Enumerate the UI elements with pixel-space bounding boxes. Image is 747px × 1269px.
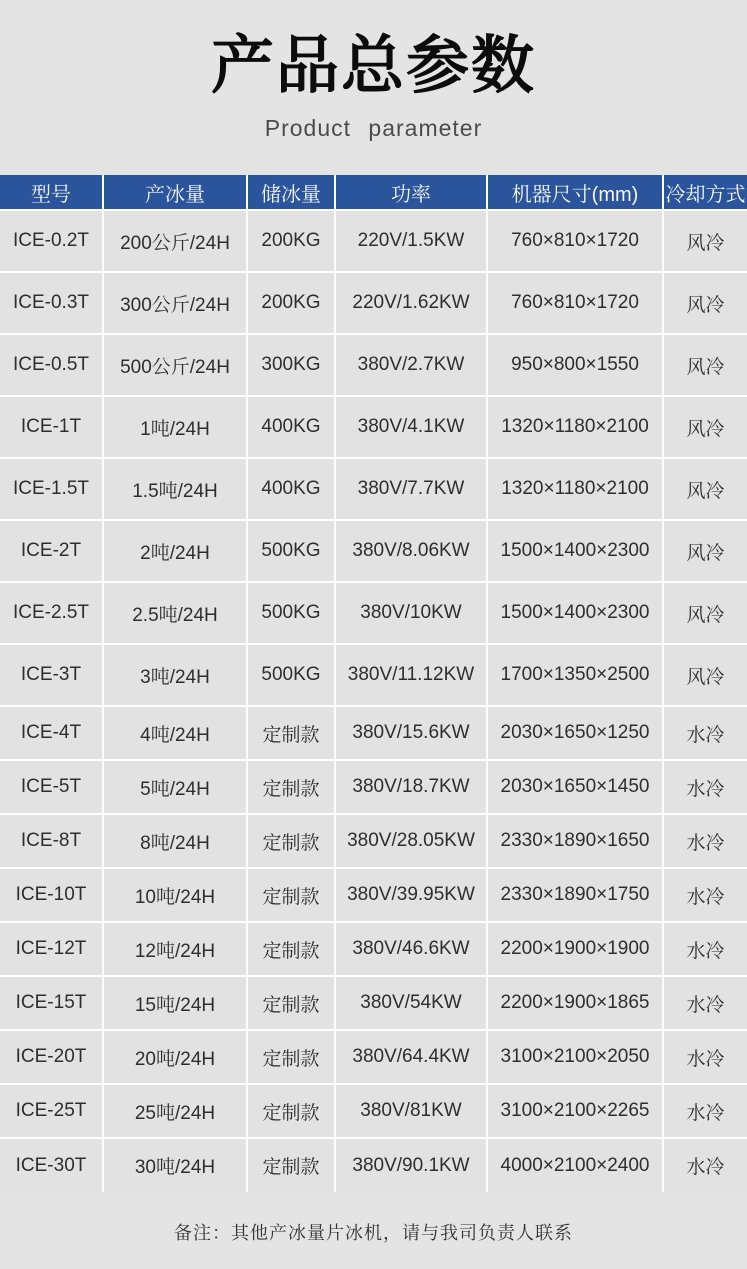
table-row [0, 272, 747, 334]
table-cell: 1500×1400×2300 [487, 582, 663, 644]
table-cell: 2200×1900×1900 [487, 922, 663, 976]
table-cell: 380V/54KW [335, 976, 487, 1030]
table-cell: 1.5吨/24H [103, 458, 247, 520]
table-cell: 15吨/24H [103, 976, 247, 1030]
table-cell: 2.5吨/24H [103, 582, 247, 644]
table-cell: 200KG [247, 272, 335, 334]
column-header: 冷却方式 [663, 175, 747, 210]
table-cell: ICE-1T [0, 396, 103, 458]
table-row [0, 1084, 747, 1138]
table-cell: 500公斤/24H [103, 334, 247, 396]
table-cell: 水冷 [663, 1030, 747, 1084]
table-cell: 水冷 [663, 1084, 747, 1138]
table-row [0, 814, 747, 868]
table-cell: ICE-8T [0, 814, 103, 868]
table-cell: 2330×1890×1650 [487, 814, 663, 868]
table-row [0, 922, 747, 976]
product-spec-table [0, 175, 747, 1192]
table-cell: 风冷 [663, 582, 747, 644]
table-cell: 10吨/24H [103, 868, 247, 922]
table-cell: 定制款 [247, 706, 335, 760]
table-cell: ICE-15T [0, 976, 103, 1030]
table-cell: ICE-0.3T [0, 272, 103, 334]
table-cell: 水冷 [663, 706, 747, 760]
table-cell: 定制款 [247, 1084, 335, 1138]
table-cell: 定制款 [247, 760, 335, 814]
table-cell: 1吨/24H [103, 396, 247, 458]
table-cell: 1320×1180×2100 [487, 458, 663, 520]
table-cell: ICE-1.5T [0, 458, 103, 520]
table-cell: 380V/39.95KW [335, 868, 487, 922]
footer-note: 备注：其他产冰量片冰机，请与我司负责人联系 [174, 1223, 573, 1244]
table-cell: 水冷 [663, 760, 747, 814]
table-cell: 4吨/24H [103, 706, 247, 760]
table-cell: ICE-25T [0, 1084, 103, 1138]
table-cell: ICE-30T [0, 1138, 103, 1192]
table-cell: 风冷 [663, 644, 747, 706]
table-cell: 风冷 [663, 520, 747, 582]
table-cell: 定制款 [247, 1138, 335, 1192]
table-cell: 380V/90.1KW [335, 1138, 487, 1192]
table-header-row [0, 175, 747, 210]
table-cell: 400KG [247, 396, 335, 458]
table-cell: ICE-2.5T [0, 582, 103, 644]
table-cell: 500KG [247, 644, 335, 706]
table-cell: 380V/2.7KW [335, 334, 487, 396]
table-cell: 8吨/24H [103, 814, 247, 868]
table-cell: 风冷 [663, 210, 747, 272]
table-cell: 水冷 [663, 976, 747, 1030]
table-cell: 760×810×1720 [487, 272, 663, 334]
table-cell: 380V/64.4KW [335, 1030, 487, 1084]
table-cell: 水冷 [663, 922, 747, 976]
table-row [0, 520, 747, 582]
table-cell: ICE-12T [0, 922, 103, 976]
table-cell: 380V/10KW [335, 582, 487, 644]
page-title: 产品总参数 [211, 31, 536, 101]
table-cell: 500KG [247, 520, 335, 582]
table-row [0, 396, 747, 458]
table-cell: 300公斤/24H [103, 272, 247, 334]
table-row [0, 706, 747, 760]
page-subtitle: Product parameter [264, 115, 483, 142]
table-cell: 风冷 [663, 334, 747, 396]
table-cell: 1500×1400×2300 [487, 520, 663, 582]
table-row [0, 976, 747, 1030]
table-cell: 380V/18.7KW [335, 760, 487, 814]
table-row [0, 458, 747, 520]
table-cell: 3吨/24H [103, 644, 247, 706]
column-header: 功率 [335, 175, 487, 210]
table-cell: 2330×1890×1750 [487, 868, 663, 922]
table-cell: ICE-0.5T [0, 334, 103, 396]
table-body [0, 210, 747, 1192]
table-cell: 380V/7.7KW [335, 458, 487, 520]
table-cell: 水冷 [663, 1138, 747, 1192]
table-cell: 水冷 [663, 868, 747, 922]
table-cell: 水冷 [663, 814, 747, 868]
table-cell: 380V/81KW [335, 1084, 487, 1138]
column-header: 储冰量 [247, 175, 335, 210]
table-cell: 4000×2100×2400 [487, 1138, 663, 1192]
column-header: 产冰量 [103, 175, 247, 210]
table-cell: 380V/46.6KW [335, 922, 487, 976]
table-cell: 定制款 [247, 922, 335, 976]
table-row [0, 1030, 747, 1084]
table-cell: 220V/1.62KW [335, 272, 487, 334]
table-cell: 定制款 [247, 976, 335, 1030]
table-cell: 300KG [247, 334, 335, 396]
table-cell: 风冷 [663, 458, 747, 520]
table-cell: 定制款 [247, 814, 335, 868]
table-cell: 760×810×1720 [487, 210, 663, 272]
table-cell: 2吨/24H [103, 520, 247, 582]
table-cell: 2030×1650×1250 [487, 706, 663, 760]
table-row [0, 1138, 747, 1192]
table-cell: 400KG [247, 458, 335, 520]
table-cell: ICE-0.2T [0, 210, 103, 272]
table-cell: ICE-10T [0, 868, 103, 922]
table-cell: ICE-20T [0, 1030, 103, 1084]
table-cell: 380V/8.06KW [335, 520, 487, 582]
table-cell: 950×800×1550 [487, 334, 663, 396]
table-cell: 380V/11.12KW [335, 644, 487, 706]
table-cell: 500KG [247, 582, 335, 644]
column-header: 型号 [0, 175, 103, 210]
table-cell: 定制款 [247, 1030, 335, 1084]
table-cell: ICE-2T [0, 520, 103, 582]
table-cell: 2200×1900×1865 [487, 976, 663, 1030]
title-block [0, 0, 747, 142]
table-row [0, 644, 747, 706]
table-cell: 3100×2100×2050 [487, 1030, 663, 1084]
table-cell: 200公斤/24H [103, 210, 247, 272]
table-cell: 定制款 [247, 868, 335, 922]
table-cell: ICE-3T [0, 644, 103, 706]
table-cell: 380V/28.05KW [335, 814, 487, 868]
table-cell: 25吨/24H [103, 1084, 247, 1138]
table-cell: 3100×2100×2265 [487, 1084, 663, 1138]
table-cell: 1320×1180×2100 [487, 396, 663, 458]
table-cell: 12吨/24H [103, 922, 247, 976]
table-row [0, 210, 747, 272]
table-cell: 30吨/24H [103, 1138, 247, 1192]
table-row [0, 868, 747, 922]
table-row [0, 760, 747, 814]
table-cell: ICE-4T [0, 706, 103, 760]
table-cell: 380V/4.1KW [335, 396, 487, 458]
table-row [0, 582, 747, 644]
table-row [0, 334, 747, 396]
table-cell: 风冷 [663, 272, 747, 334]
table-cell: 220V/1.5KW [335, 210, 487, 272]
column-header: 机器尺寸(mm) [487, 175, 663, 210]
table-cell: 380V/15.6KW [335, 706, 487, 760]
table-cell: 风冷 [663, 396, 747, 458]
table-cell: 1700×1350×2500 [487, 644, 663, 706]
table-cell: 20吨/24H [103, 1030, 247, 1084]
table-cell: 2030×1650×1450 [487, 760, 663, 814]
table-cell: 200KG [247, 210, 335, 272]
table-cell: ICE-5T [0, 760, 103, 814]
table-cell: 5吨/24H [103, 760, 247, 814]
